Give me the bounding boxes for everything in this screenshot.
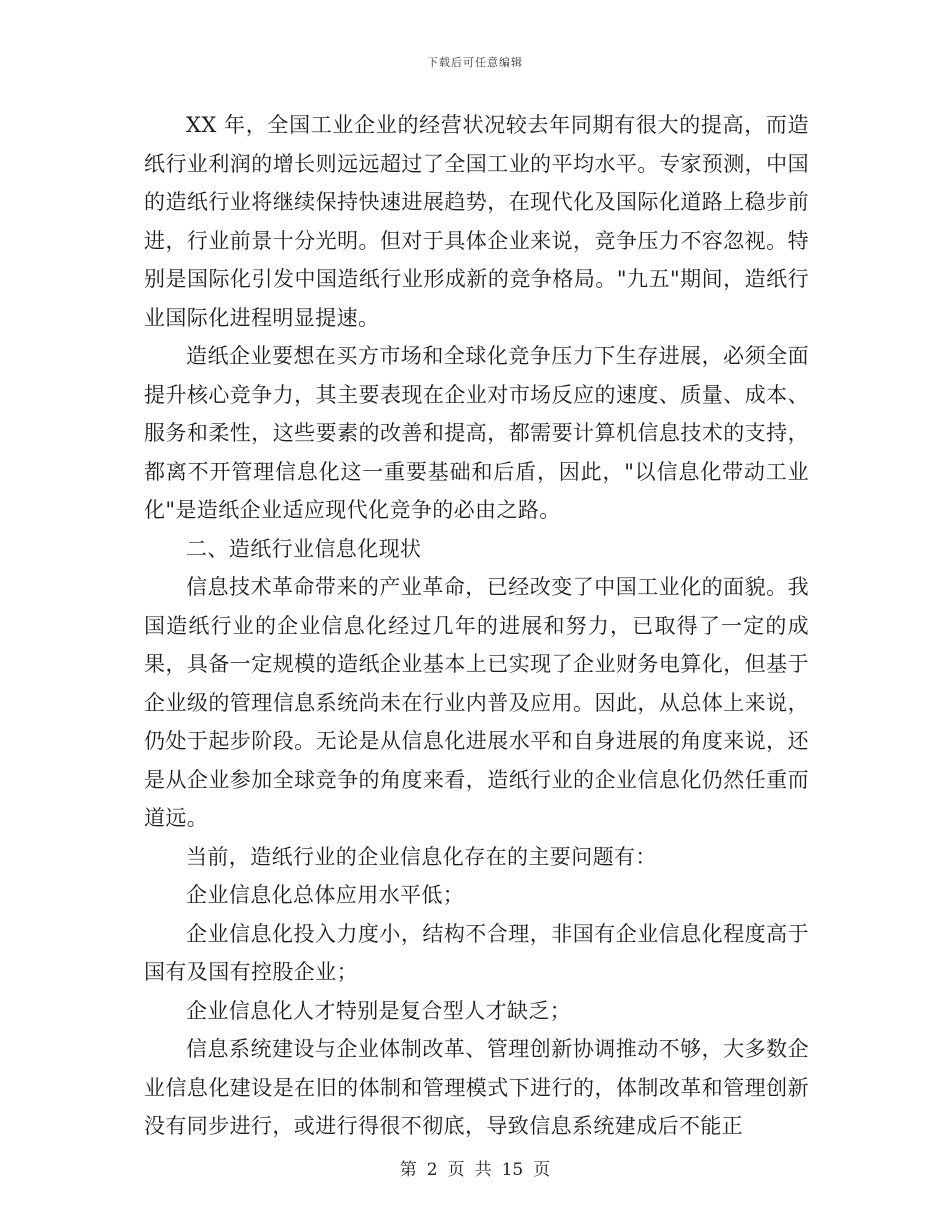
footer-current-page: 2: [426, 1160, 438, 1180]
footer-page-word: 页: [447, 1160, 465, 1180]
footer-suffix: 页: [533, 1160, 551, 1180]
footer-prefix: 第: [399, 1160, 417, 1180]
list-item-problem-1: 企业信息化总体应用水平低；: [186, 883, 465, 907]
paragraph-intro: XX 年，全国工业企业的经营状况较去年同期有很大的提高，而造纸行业利润的增长则远远超过了全国工业的平均水平。专家预测，中国的造纸行业将继续保持快速进展趋势，在现代化及国际化道路上稳步前进，行业前景十分光明。但对于具体企业来说，竞争压力不容忽视。特别是国际化引发中国造纸行业形成新的竞争格局。"九五"期间，造纸行业国际化进程明显提速。: [144, 113, 809, 330]
list-item-problem-4: 信息系统建设与企业体制改革、管理创新协调推动不够，大多数企业信息化建设是在旧的体制和管理模式下进行的，体制改革和管理创新没有同步进行，或进行得很不彻底，导致信息系统建成后不能正: [144, 1037, 809, 1138]
list-item-problem-2: 企业信息化投入力度小，结构不合理，非国有企业信息化程度高于国有及国有控股企业；: [144, 921, 809, 984]
list-item-problem-3: 企业信息化人才特别是复合型人才缺乏；: [186, 998, 572, 1023]
footer-total-word: 共: [474, 1160, 492, 1180]
paragraph-problems-intro: 当前，造纸行业的企业信息化存在的主要问题有：: [186, 844, 657, 869]
paragraph-competitiveness: 造纸企业要想在买方市场和全球化竞争压力下生存进展，必须全面提升核心竞争力，其主要表现在企业对市场反应的速度、质量、成本、服务和柔性，这些要素的改善和提高，都需要计算机信息技术的支持，都离不开管理信息化这一重要基础和后盾，因此，"以信息化带动工业化"是造纸企业适应现代化竞争的必由之路。: [144, 344, 809, 522]
section-heading: 二、造纸行业信息化现状: [186, 536, 422, 561]
document-body: [144, 106, 809, 1146]
footer-total-pages: 15: [501, 1160, 524, 1180]
page-footer: [0, 1155, 950, 1180]
page-header: 下载后可任意编辑: [427, 56, 523, 69]
paragraph-status: 信息技术革命带来的产业革命，已经改变了中国工业化的面貌。我国造纸行业的企业信息化经过几年的进展和努力，已取得了一定的成果，具备一定规模的造纸企业基本上已实现了企业财务电算化，但基于企业级的管理信息系统尚未在行业内普及应用。因此，从总体上来说，仍处于起步阶段。无论是从信息化进展水平和自身进展的角度来说，还是从企业参加全球竞争的角度来看，造纸行业的企业信息化仍然任重而道远。: [144, 575, 809, 830]
